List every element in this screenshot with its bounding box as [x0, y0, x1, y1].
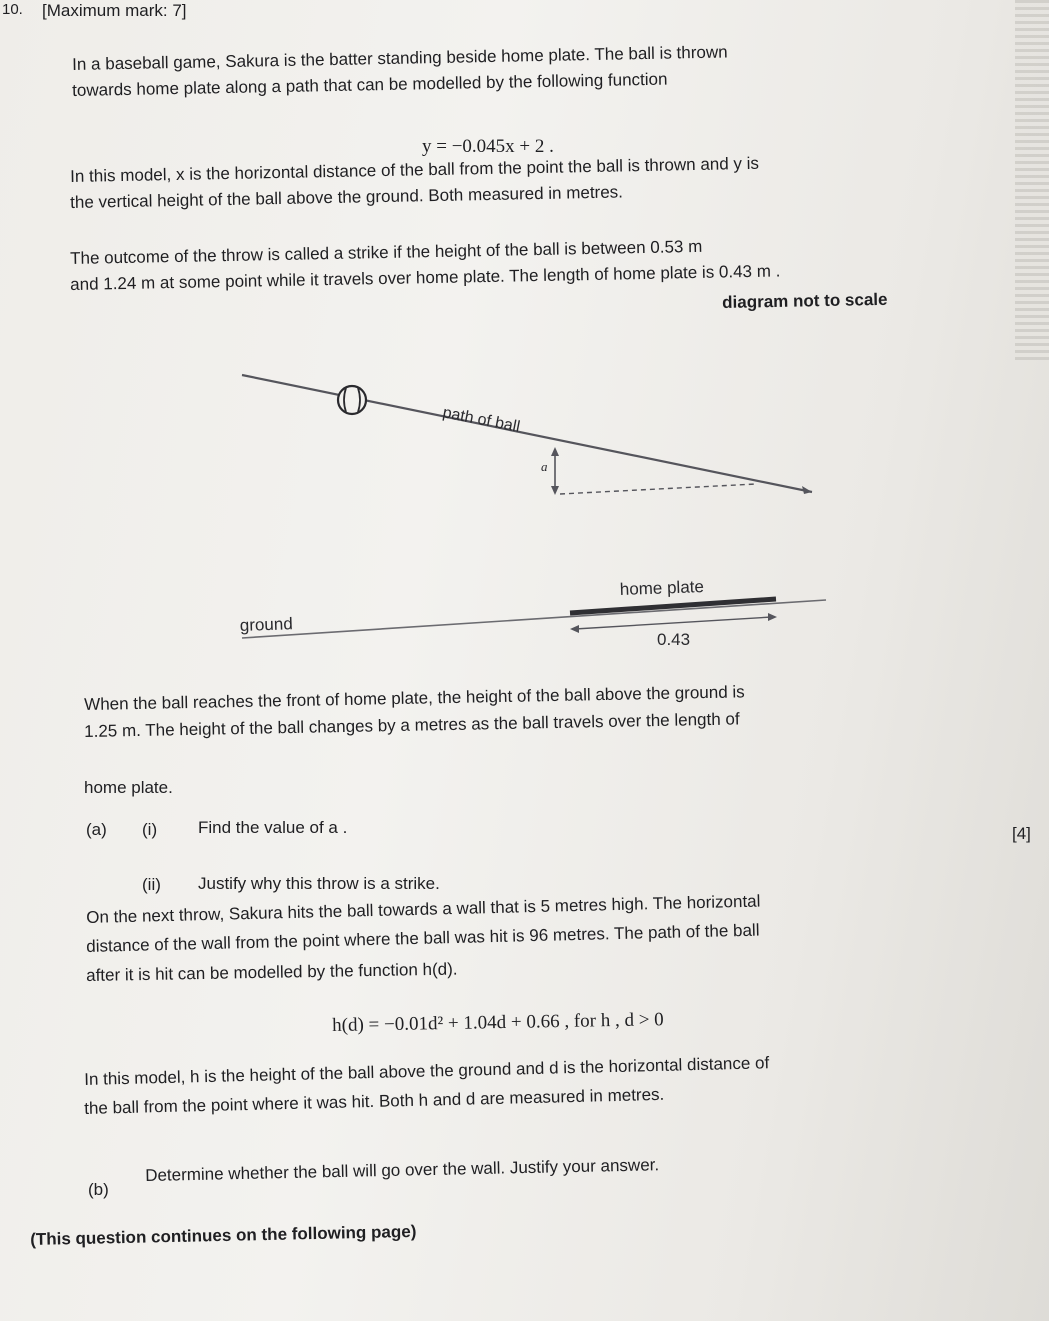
length-arrow-right: [768, 613, 777, 621]
part-b-text: Determine whether the ball will go over the wall. Justify your answer.: [145, 1155, 660, 1185]
length-arrow-line: [575, 617, 772, 629]
dashed-reference-line: [560, 484, 756, 494]
a-arrow-down: [551, 486, 559, 495]
part-a-i-label: (i): [142, 820, 158, 839]
question-number: 10.: [2, 1, 23, 18]
ground-label: ground: [239, 614, 294, 635]
ball-path-line: [242, 375, 812, 492]
continues-note: (This question continues on the following page): [30, 1221, 417, 1249]
part-b-label: (b): [88, 1180, 109, 1199]
body-line-1: When the ball reaches the front of home plate, the height of the ball above the ground is: [84, 682, 745, 714]
next-line-2: distance of the wall from the point where the ball was hit is 96 metres. The path of the ball: [86, 920, 760, 956]
diagram-note: diagram not to scale: [722, 289, 888, 312]
h-model-line-1: In this model, h is the height of the ball above the ground and d is the horizontal distance of: [84, 1053, 770, 1089]
model-line-2: the vertical height of the ball above the ground. Both measured in metres.: [70, 182, 624, 212]
path-of-ball-label: path of ball: [441, 404, 522, 436]
part-a-label: (a): [86, 820, 107, 839]
max-mark: [Maximum mark: 7]: [42, 1, 187, 20]
body-line-2: 1.25 m. The height of the ball changes by a metres as the ball travels over the length of: [84, 709, 740, 741]
body-line-3: home plate.: [84, 778, 173, 797]
intro-line-2: towards home plate along a path that can be modelled by the following function: [72, 69, 668, 100]
a-label: a: [541, 459, 548, 474]
length-arrow-left: [570, 625, 579, 633]
strike-line-2: and 1.24 m at some point while it travels over home plate. The length of home plate is 0.43 m .: [70, 261, 781, 294]
model-line-1: In this model, x is the horizontal distance of the ball from the point the ball is thrown and y is: [70, 153, 760, 186]
h-model-line-2: the ball from the point where it was hit. Both h and d are measured in metres.: [84, 1084, 665, 1118]
intro-line-1: In a baseball game, Sakura is the batter standing beside home plate. The ball is thrown: [72, 42, 728, 74]
page-edge-shadow: [1015, 0, 1049, 360]
part-a-i-text: Find the value of a .: [198, 818, 348, 837]
throw-equation: y = −0.045x + 2 .: [422, 136, 554, 157]
part-a-ii-label: (ii): [142, 875, 161, 894]
h-equation: h(d) = −0.01d² + 1.04d + 0.66 , for h , d > 0: [331, 1009, 664, 1036]
marks-part-a: [4]: [1012, 824, 1031, 843]
ball-icon: [338, 386, 366, 414]
baseball-diagram: [230, 355, 840, 655]
part-a-ii-text: Justify why this throw is a strike.: [198, 874, 440, 893]
strike-line-1: The outcome of the throw is called a strike if the height of the ball is between 0.53 m: [70, 236, 703, 268]
next-line-3: after it is hit can be modelled by the function h(d).: [86, 959, 458, 985]
next-line-1: On the next throw, Sakura hits the ball towards a wall that is 5 metres high. The horizontal: [86, 891, 761, 927]
home-plate-label: home plate: [619, 577, 705, 599]
a-arrow-up: [551, 447, 559, 456]
length-label: 0.43: [657, 630, 691, 649]
